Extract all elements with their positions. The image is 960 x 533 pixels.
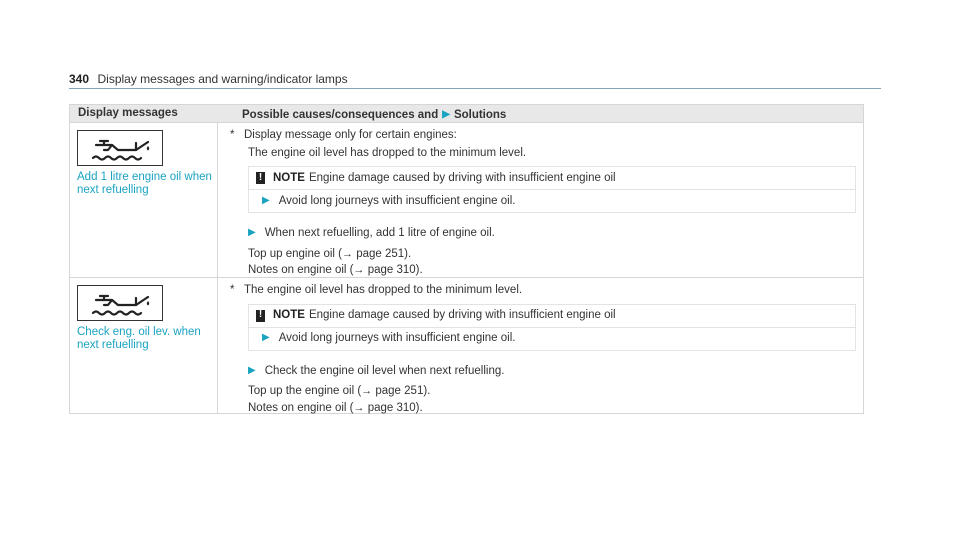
- table-row: [70, 277, 863, 413]
- col2-header: [228, 105, 863, 122]
- reference-link[interactable]: [230, 383, 856, 400]
- engine-oil-level-icon: [77, 285, 163, 321]
- star-text: Display message only for certain engines:: [244, 129, 457, 141]
- reference-page: page 310).: [367, 264, 423, 276]
- reference-text: Notes on engine oil (: [248, 264, 354, 276]
- note-label: NOTE: [273, 171, 305, 184]
- arrow-icon: →: [353, 401, 365, 414]
- reference-link[interactable]: [230, 400, 856, 417]
- note-label: NOTE: [273, 309, 305, 322]
- warning-icon: !: [256, 310, 265, 322]
- reference-text: Top up the engine oil (: [248, 385, 362, 397]
- solution-cell: [218, 278, 863, 413]
- reference-page: page 251).: [375, 385, 431, 397]
- star-note: [230, 127, 856, 144]
- play-icon: ▶: [262, 332, 270, 344]
- reference-page: page 251).: [356, 247, 412, 260]
- arrow-icon: →: [341, 247, 353, 260]
- message-cell: [70, 123, 218, 277]
- note-action: Avoid long journeys with insufficient engine oil.: [278, 332, 516, 345]
- display-message: Check eng. oil lev. when next refuelling: [77, 326, 201, 351]
- reference-text: Top up engine oil (: [248, 247, 342, 260]
- header-title: Display messages and warning/indicator lamps: [97, 72, 348, 86]
- play-icon: ▶: [248, 364, 256, 376]
- engine-oil-level-icon: [77, 130, 163, 166]
- display-messages-table: [69, 104, 864, 414]
- reference-page: page 310).: [367, 401, 423, 414]
- arrow-icon: →: [361, 385, 373, 397]
- reference-text: Notes on engine oil (: [248, 401, 354, 414]
- reference-link[interactable]: [230, 246, 856, 263]
- action-text: When next refuelling, add 1 litre of engine oil.: [264, 227, 495, 239]
- solution-cell: [218, 123, 863, 277]
- col2-header-solutions: Solutions: [453, 108, 507, 121]
- star-text: The engine oil level has dropped to the minimum level.: [244, 284, 523, 296]
- play-icon: ▶: [442, 109, 450, 120]
- note-text: Engine damage caused by driving with insufficient engine oil: [308, 309, 616, 322]
- note-box: [248, 304, 856, 351]
- page-header: [69, 70, 881, 88]
- action-text: Check the engine oil level when next refuelling.: [264, 364, 505, 377]
- message-cell: [70, 278, 218, 413]
- page-number: 340: [69, 72, 90, 86]
- cause-text: The engine oil level has dropped to the minimum level.: [248, 146, 527, 159]
- note-header: [249, 167, 855, 190]
- action-step: [230, 225, 856, 242]
- note-action: Avoid long journeys with insufficient engine oil.: [278, 194, 516, 207]
- note-text: Engine damage caused by driving with insufficient engine oil: [308, 171, 616, 184]
- note-body: [249, 190, 855, 212]
- table-row: [70, 122, 863, 277]
- star-marker: *: [230, 284, 235, 296]
- header-rule: [69, 88, 881, 89]
- play-icon: ▶: [248, 227, 256, 238]
- note-body: [249, 328, 855, 350]
- col1-header: Display messages: [78, 107, 178, 119]
- warning-icon: !: [256, 172, 265, 184]
- col2-header-text: Possible causes/consequences and: [242, 108, 439, 121]
- note-header: [249, 305, 855, 328]
- reference-link[interactable]: [230, 262, 856, 279]
- star-note: [230, 282, 856, 299]
- play-icon: ▶: [262, 194, 270, 206]
- arrow-icon: →: [353, 264, 365, 276]
- table-header: [70, 105, 863, 122]
- note-box: [248, 166, 856, 213]
- star-marker: *: [230, 129, 235, 141]
- action-step: [230, 363, 856, 380]
- display-message: Add 1 litre engine oil when next refuelling: [77, 171, 212, 196]
